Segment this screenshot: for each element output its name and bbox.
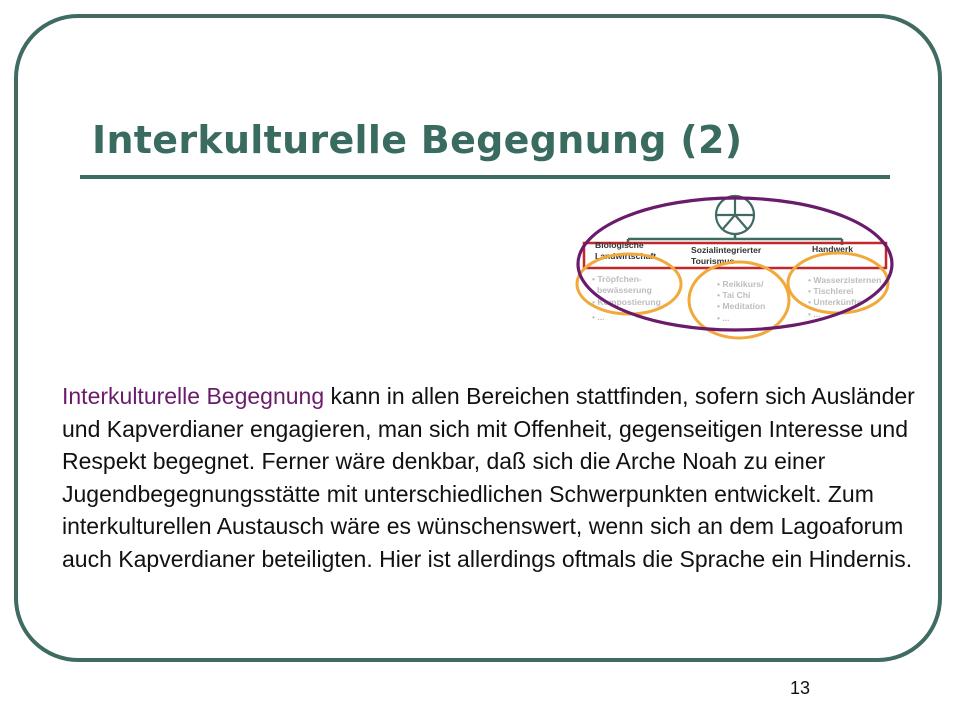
column-heading-2a: Sozialintegrierter <box>691 245 762 255</box>
list-item: • Reikikurs/ <box>717 279 764 289</box>
slide-title: Interkulturelle Begegnung (2) <box>92 118 743 162</box>
list-item: • Meditation <box>717 301 766 311</box>
title-underline <box>80 175 890 179</box>
list-item: • Tai Chi <box>717 290 751 300</box>
body-text: kann in allen Bereichen stattfinden, sofern sich Ausländer und Kapverdianer engagieren, man sich mit Offenheit, gegenseitigen Interesse und Respekt begegnet. Ferner wäre denkbar, daß sich die Arche Noah zu einer Jugendbegegnungsstätte mit unterschiedlichen Schwerpunkten entwickelt. Zum interkulturellen Austausch wäre es wünschenswert, wenn sich an dem Lagoaforum auch Kapverdianer beteiligten. Hier ist allerdings oftmals die Sprache ein Hindernis. <box>62 383 915 572</box>
wheel-icon <box>716 196 754 234</box>
list-item: • Tischlerei <box>808 286 854 296</box>
list-item: • Unterkünfte <box>808 297 862 307</box>
list-item: • ... <box>808 309 821 319</box>
list-item: • Wasserzisternen <box>808 275 882 285</box>
diagram <box>570 190 900 350</box>
column-heading-1b: Landwirtschaft <box>595 251 657 261</box>
list-item: • Kompostierung <box>592 297 661 307</box>
page-number: 13 <box>790 678 811 698</box>
list-item: • ... <box>592 312 605 322</box>
list-item: • ... <box>717 313 730 323</box>
body-paragraph <box>62 380 942 575</box>
column-heading-2b: Tourismus <box>691 256 735 266</box>
list-item: • Tröpfchen- <box>592 274 642 284</box>
column-heading-3a: Handwerk <box>812 244 854 254</box>
highlighted-term: Interkulturelle Begegnung <box>62 383 325 409</box>
list-item: bewässerung <box>597 285 652 295</box>
column-heading-1a: Biologische <box>595 240 644 250</box>
